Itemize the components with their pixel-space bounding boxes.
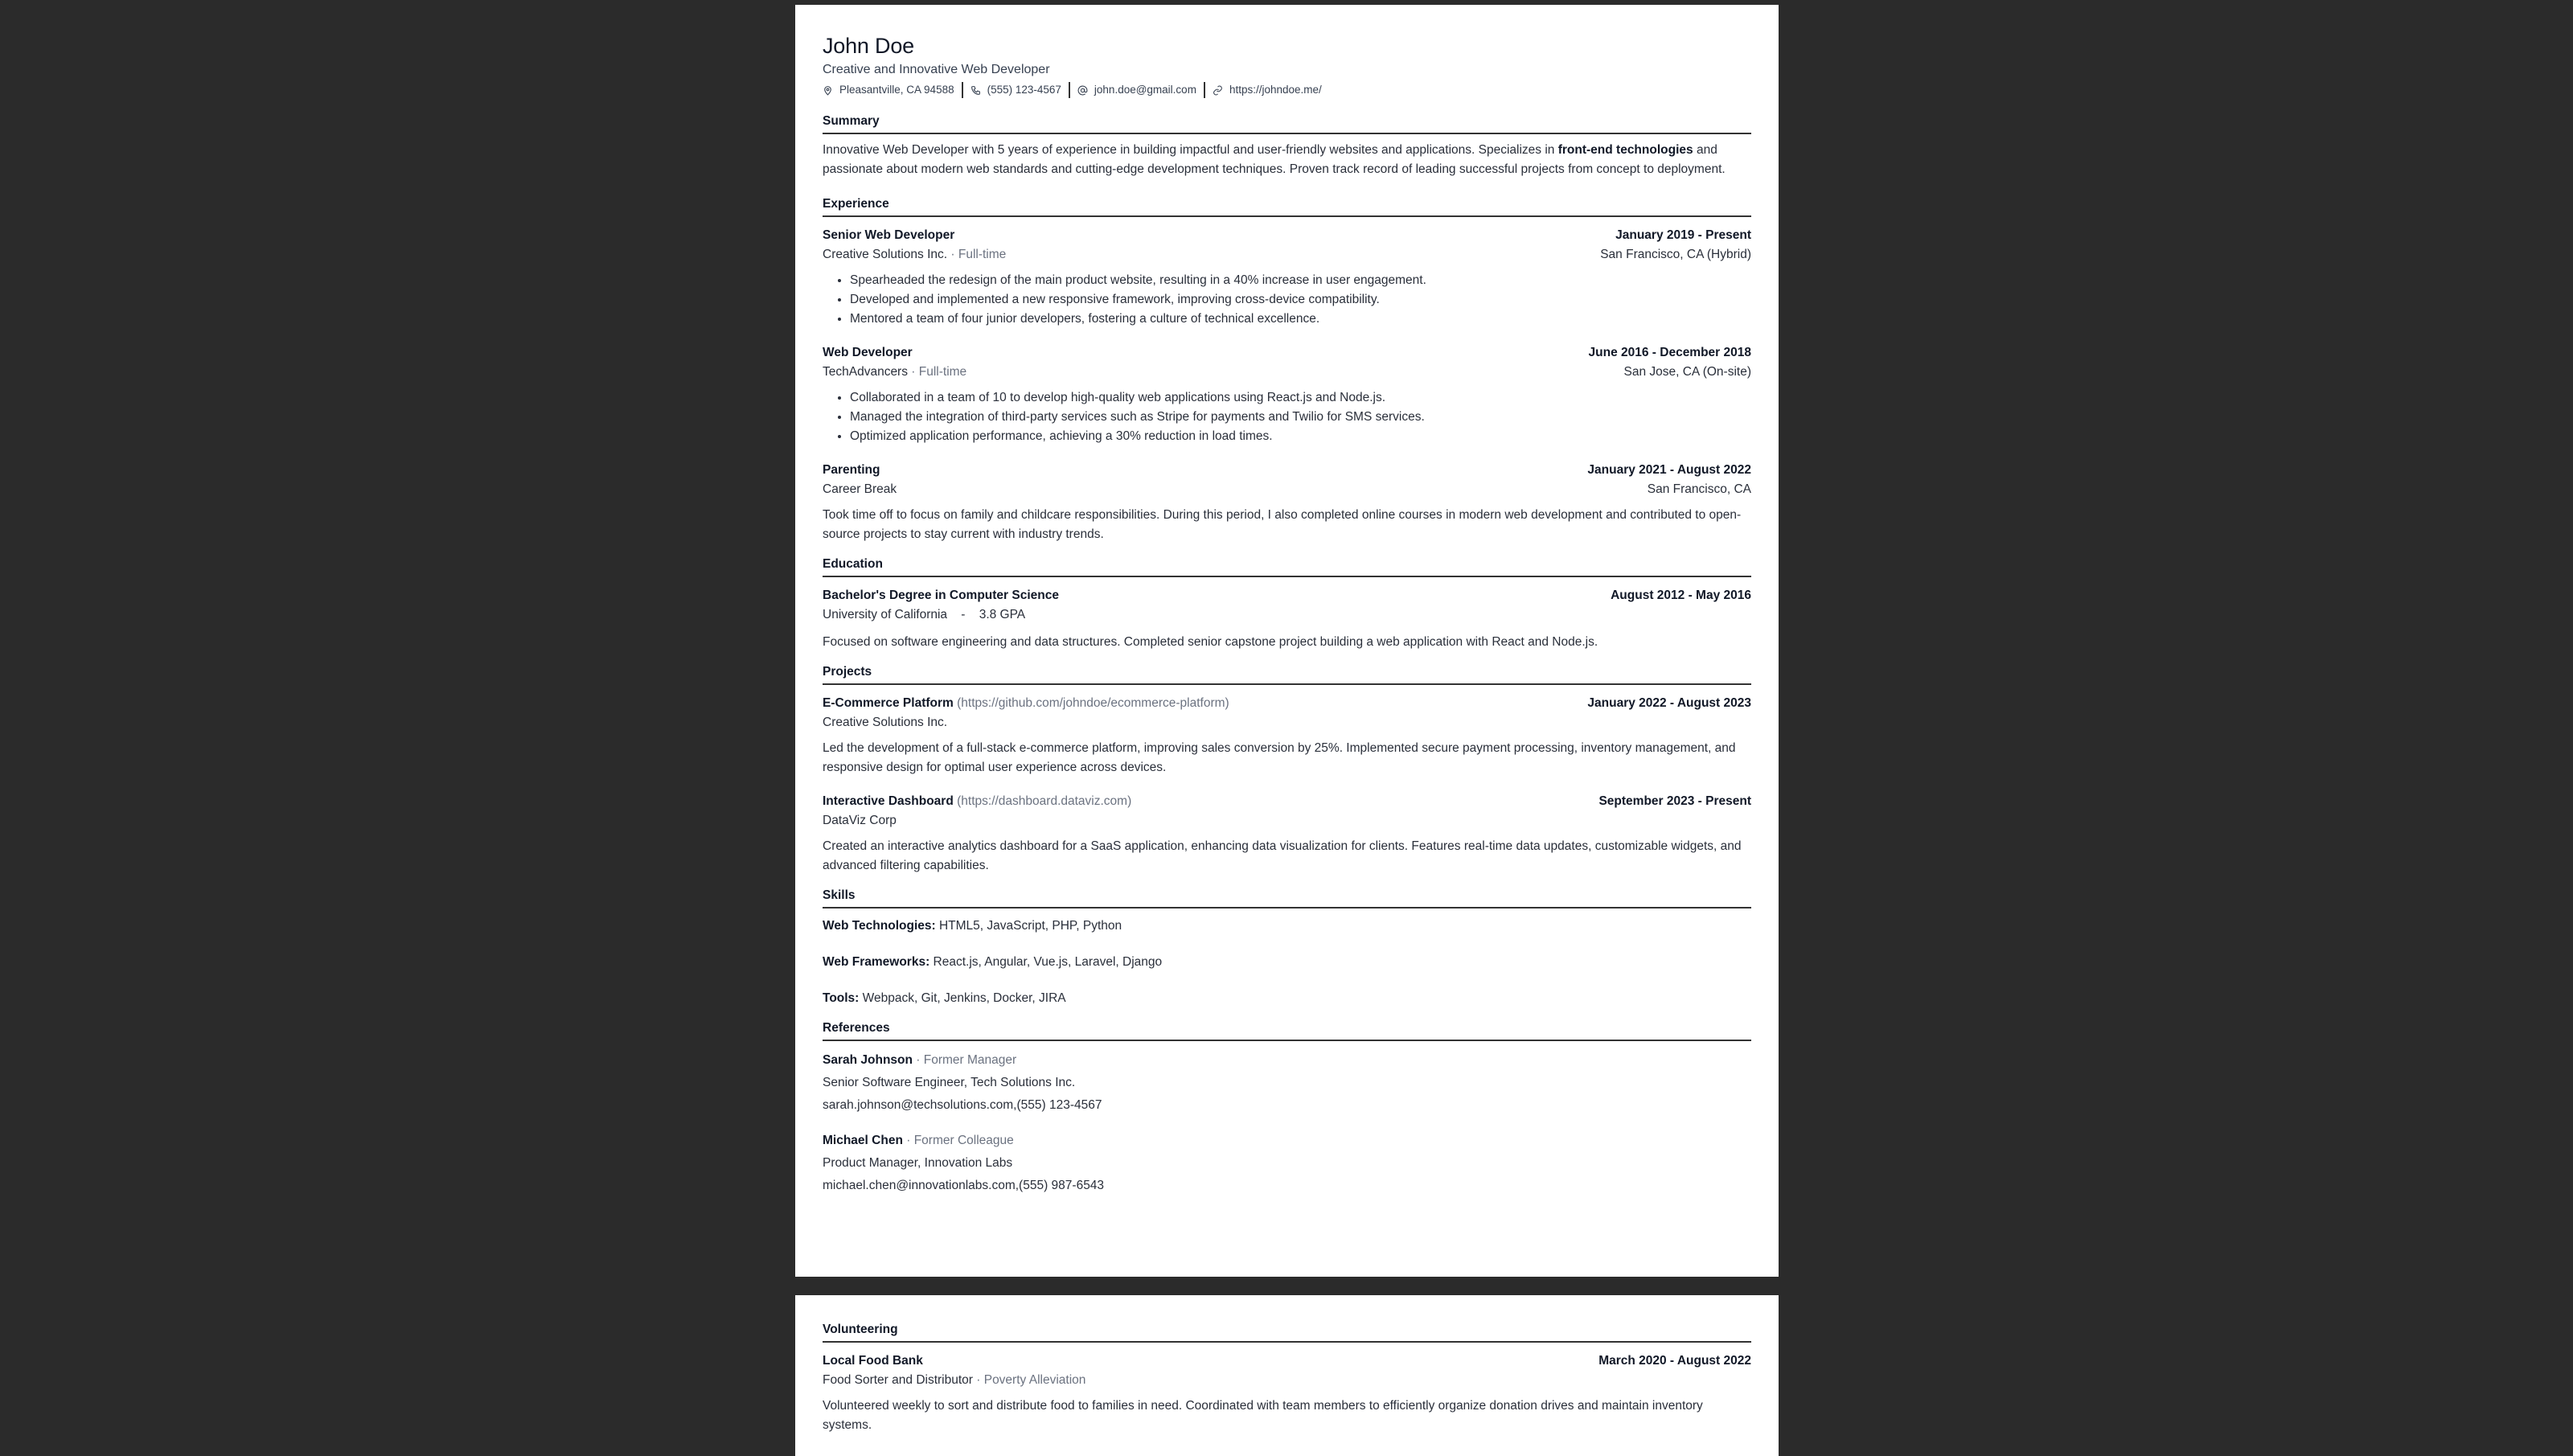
project-date: September 2023 - Present	[1598, 794, 1751, 808]
email-text: john.doe@gmail.com	[1094, 84, 1196, 96]
project-name: Interactive Dashboard	[823, 794, 954, 808]
contact-divider	[962, 82, 963, 98]
contact-email[interactable]	[1077, 82, 1204, 98]
school-name: University of California	[823, 608, 948, 621]
education-description: Focused on software engineering and data structures. Completed senior capstone project building a web application with React and Node.js.	[823, 635, 1598, 649]
experience-title: Experience	[823, 195, 1751, 217]
skill-row	[823, 917, 1751, 936]
contact-divider	[1069, 82, 1070, 98]
job-location: San Jose, CA (On-site)	[1623, 365, 1751, 379]
job-type: · Full-time	[907, 365, 967, 379]
volunteer-role: Food Sorter and Distributor	[823, 1373, 973, 1387]
school-separator: -	[961, 608, 966, 621]
reference-role: Product Manager, Innovation Labs	[823, 1156, 1013, 1170]
volunteer-org: Local Food Bank	[823, 1354, 923, 1368]
project-item	[823, 792, 1751, 876]
degree-name: Bachelor's Degree in Computer Science	[823, 589, 1059, 602]
volunteer-description: Volunteered weekly to sort and distribute food to families in need. Coordinated with team members to efficiently organize donation drives and maintain inventory systems.	[823, 1399, 1703, 1432]
project-description: Created an interactive analytics dashboard for a SaaS application, enhancing data visualization for clients. Features real-time data updates, customizable widgets, and advanced filtering capabilities.	[823, 839, 1742, 872]
projects-section	[823, 663, 1751, 876]
job-company: TechAdvancers	[823, 365, 908, 379]
volunteering-title: Volunteering	[823, 1321, 1751, 1343]
resume-page-2	[795, 1295, 1779, 1456]
experience-item	[823, 226, 1751, 329]
skills-title: Skills	[823, 887, 1751, 908]
job-description: Took time off to focus on family and childcare responsibilities. During this period, I also completed online courses in modern web development and contributed to open-source projects to stay current with industry trends.	[823, 508, 1742, 541]
volunteering-section	[823, 1321, 1751, 1435]
project-name-line	[823, 694, 1229, 713]
job-company-line	[823, 363, 966, 382]
reference-contact: michael.chen@innovationlabs.com,(555) 987-6543	[823, 1179, 1105, 1192]
job-bullets	[823, 271, 1751, 329]
project-name-line	[823, 792, 1131, 811]
education-date: August 2012 - May 2016	[1611, 589, 1751, 602]
skill-value: Webpack, Git, Jenkins, Docker, JIRA	[859, 991, 1066, 1005]
skill-value: HTML5, JavaScript, PHP, Python	[935, 919, 1122, 933]
summary-text	[823, 141, 1751, 179]
job-company: Creative Solutions Inc.	[823, 248, 948, 261]
reference-relation: · Former Manager	[912, 1053, 1017, 1067]
gpa: 3.8 GPA	[979, 608, 1026, 621]
contact-location	[823, 82, 962, 98]
reference-role: Senior Software Engineer, Tech Solutions Inc.	[823, 1076, 1076, 1089]
volunteering-item	[823, 1351, 1751, 1435]
contact-bar	[823, 82, 1751, 98]
reference-item	[823, 1130, 1751, 1197]
job-date: January 2019 - Present	[1615, 228, 1751, 242]
job-location: San Francisco, CA (Hybrid)	[1600, 248, 1751, 261]
map-pin-icon	[823, 85, 833, 96]
references-title: References	[823, 1019, 1751, 1041]
summary-section	[823, 113, 1751, 179]
skill-value: React.js, Angular, Vue.js, Laravel, Django	[929, 955, 1163, 969]
list-item: • Optimized application performance, achieving a 30% reduction in load times.	[850, 427, 1751, 446]
contact-divider	[1204, 82, 1205, 98]
contact-website[interactable]	[1213, 82, 1329, 98]
school-line	[823, 605, 1025, 625]
list-item: • Developed and implemented a new responsive framework, improving cross-device compatibility.	[850, 290, 1751, 310]
project-org: Creative Solutions Inc.	[823, 716, 948, 729]
location-text: Pleasantville, CA 94588	[839, 84, 954, 96]
reference-name: Sarah Johnson	[823, 1053, 913, 1067]
job-type: · Full-time	[947, 248, 1007, 261]
project-date: January 2022 - August 2023	[1587, 696, 1751, 710]
volunteer-date: March 2020 - August 2022	[1598, 1354, 1751, 1368]
project-url[interactable]: (https://github.com/johndoe/ecommerce-platform)	[957, 696, 1229, 710]
summary-highlight: front-end technologies	[1557, 143, 1693, 157]
projects-title: Projects	[823, 663, 1751, 685]
list-item: • Managed the integration of third-party services such as Stripe for payments and Twilio for SMS services.	[850, 408, 1751, 427]
job-bullets	[823, 388, 1751, 446]
references-section	[823, 1019, 1751, 1197]
list-item: • Mentored a team of four junior developers, fostering a culture of technical excellence.	[850, 310, 1751, 329]
project-description: Led the development of a full-stack e-commerce platform, improving sales conversion by 25%. Implemented secure payment processing, inventory management, and responsive design for optimal user experience across devices.	[823, 741, 1736, 774]
job-location: San Francisco, CA	[1647, 482, 1751, 496]
education-item	[823, 586, 1751, 652]
reference-name: Michael Chen	[823, 1134, 903, 1147]
phone-text: (555) 123-4567	[987, 84, 1061, 96]
experience-item	[823, 343, 1751, 446]
summary-text-part: Innovative Web Developer with 5 years of experience in building impactful and user-friendly websites and applications. Specializes in	[823, 143, 1558, 157]
experience-item	[823, 461, 1751, 544]
website-link: https://johndoe.me/	[1229, 84, 1322, 96]
resume-header	[823, 32, 1751, 98]
summary-title: Summary	[823, 113, 1751, 134]
job-date: January 2021 - August 2022	[1587, 463, 1751, 477]
skill-row	[823, 989, 1751, 1008]
resume-page-1	[795, 5, 1779, 1277]
reference-contact: sarah.johnson@techsolutions.com,(555) 123-4567	[823, 1098, 1102, 1112]
job-date: June 2016 - December 2018	[1588, 346, 1751, 359]
skill-label: Web Technologies:	[823, 919, 936, 933]
skills-section	[823, 887, 1751, 1008]
project-item	[823, 694, 1751, 777]
at-sign-icon	[1077, 85, 1088, 96]
project-name: E-Commerce Platform	[823, 696, 954, 710]
experience-section	[823, 195, 1751, 544]
list-item: • Spearheaded the redesign of the main product website, resulting in a 40% increase in user engagement.	[850, 271, 1751, 290]
candidate-name: John Doe	[823, 34, 914, 58]
contact-phone[interactable]	[971, 82, 1069, 98]
job-position: Senior Web Developer	[823, 228, 955, 242]
summary-text-part: and passionate about modern web standards and cutting-edge development techniques. Proven track record of leading successful projects from concept to deployment.	[823, 143, 1726, 176]
education-section	[823, 556, 1751, 652]
volunteer-cause: · Poverty Alleviation	[972, 1373, 1086, 1387]
project-org: DataViz Corp	[823, 814, 897, 827]
phone-icon	[971, 85, 981, 96]
skill-label: Tools:	[823, 991, 860, 1005]
project-url[interactable]: (https://dashboard.dataviz.com)	[957, 794, 1132, 808]
link-icon	[1213, 85, 1223, 96]
job-position: Parenting	[823, 463, 880, 477]
reference-item	[823, 1049, 1751, 1117]
skill-label: Web Frameworks:	[823, 955, 930, 969]
list-item: • Collaborated in a team of 10 to develop high-quality web applications using React.js and Node.js.	[850, 388, 1751, 408]
skill-row	[823, 953, 1751, 972]
candidate-headline: Creative and Innovative Web Developer	[823, 63, 1050, 76]
education-title: Education	[823, 556, 1751, 577]
job-position: Web Developer	[823, 346, 913, 359]
volunteer-role-line	[823, 1371, 1085, 1390]
job-company-line	[823, 245, 1006, 265]
reference-relation: · Former Colleague	[902, 1134, 1014, 1147]
job-company: Career Break	[823, 482, 897, 496]
